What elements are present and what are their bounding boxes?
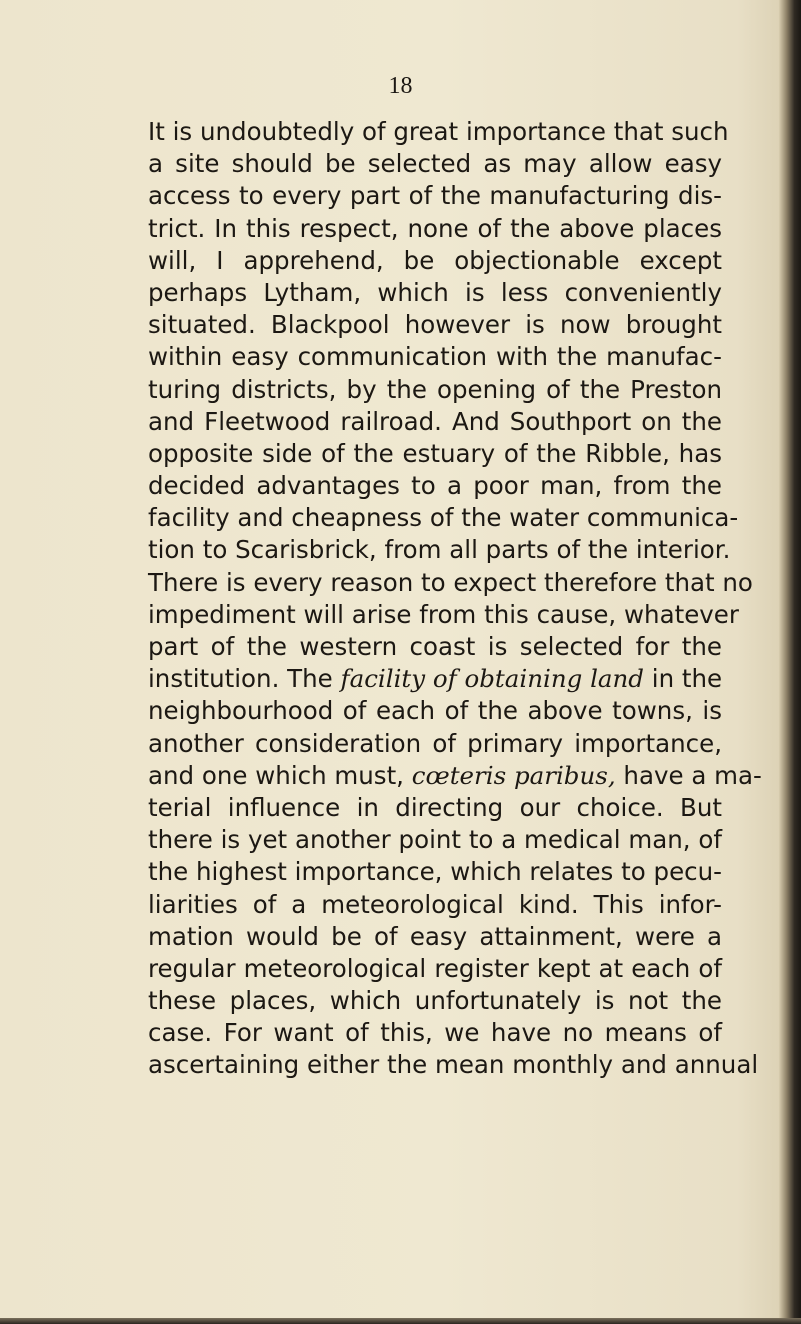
text-line: access to every part of the manufacturing dis-: [148, 181, 722, 211]
text-line: these places, which unfortunately is not the: [148, 986, 722, 1016]
text-line: impediment will arise from this cause, whatever: [148, 599, 739, 629]
text-line: and Fleetwood railroad. And Southport on the: [148, 406, 722, 436]
text-segment: have a ma-: [615, 760, 762, 790]
page-edge-shadow: [779, 0, 801, 1324]
text-line: perhaps Lytham, which is less conveniently: [148, 277, 722, 307]
page-number: 18: [388, 73, 413, 99]
text-line: will, I apprehend, be objectionable except: [148, 245, 722, 275]
page-bottom-edge: [0, 1318, 801, 1324]
text-line: ascertaining either the mean monthly and annual: [148, 1050, 759, 1080]
text-line: There is every reason to expect therefore that no: [148, 567, 753, 597]
text-line: opposite side of the estuary of the Ribble, has: [148, 438, 722, 468]
text-line: turing districts, by the opening of the Preston: [148, 374, 722, 404]
text-line: tion to Scarisbrick, from all parts of the interior.: [148, 535, 731, 565]
text-line-with-italic: [148, 663, 722, 695]
text-line: mation would be of easy attainment, were a: [148, 921, 722, 951]
italic-phrase: facility of obtaining land: [340, 664, 644, 694]
text-segment: institution. The: [148, 664, 341, 694]
text-line-with-italic: [148, 760, 762, 792]
text-line: a site should be selected as may allow easy: [148, 149, 722, 179]
text-line: another consideration of primary importance,: [148, 728, 722, 758]
text-line: the highest importance, which relates to pecu-: [148, 857, 722, 887]
text-line: decided advantages to a poor man, from the: [148, 471, 722, 501]
text-line: terial influence in directing our choice. But: [148, 792, 722, 822]
text-segment: in the: [644, 664, 723, 694]
body-text: [148, 116, 762, 1082]
text-line: there is yet another point to a medical man, of: [148, 825, 722, 855]
text-line: facility and cheapness of the water communica-: [148, 503, 739, 533]
text-line: trict. In this respect, none of the above places: [148, 213, 722, 243]
text-line: within easy communication with the manufac-: [148, 342, 722, 372]
text-line: neighbourhood of each of the above towns, is: [148, 696, 722, 726]
text-line: situated. Blackpool however is now brought: [148, 310, 722, 340]
text-line: case. For want of this, we have no means of: [148, 1018, 722, 1048]
text-line: It is undoubtedly of great importance that such: [148, 117, 729, 146]
text-line: liarities of a meteorological kind. This infor-: [148, 889, 722, 919]
text-line: regular meteorological register kept at each of: [148, 953, 722, 983]
text-segment: and one which must,: [148, 760, 412, 790]
italic-phrase: cœteris paribus,: [411, 760, 616, 790]
text-line: part of the western coast is selected for the: [148, 632, 722, 661]
